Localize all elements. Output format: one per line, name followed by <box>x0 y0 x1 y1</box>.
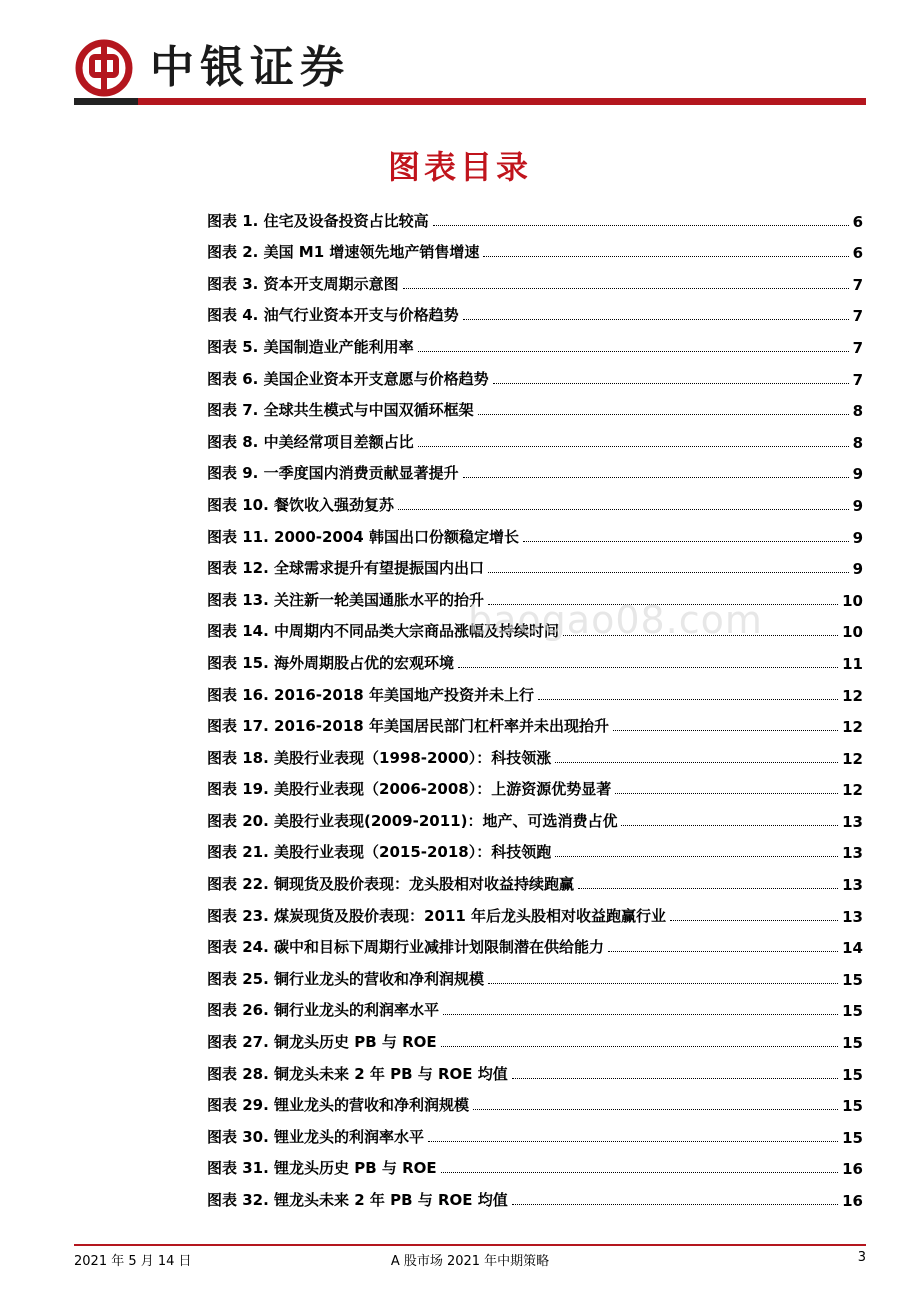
toc-entry-page[interactable]: 15 <box>842 1128 863 1147</box>
table-of-figures <box>207 199 863 1210</box>
footer-title: A 股市场 2021 年中期策略 <box>390 1254 550 1269</box>
toc-entry[interactable] <box>207 1052 863 1084</box>
toc-entry[interactable] <box>207 1020 863 1052</box>
header-rule-dark <box>74 98 138 105</box>
toc-dot-leader <box>478 414 849 415</box>
toc-entry-label[interactable]: 图表 21. 美股行业表现（2015-2018）：科技领跑 <box>207 843 552 862</box>
toc-entry-page[interactable]: 12 <box>842 749 863 768</box>
toc-dot-leader <box>621 825 838 826</box>
toc-entry[interactable] <box>207 957 863 989</box>
footer-date: 2021 年 5 月 14 日 <box>74 1254 192 1269</box>
toc-dot-leader <box>398 509 849 510</box>
toc-entry-page[interactable]: 15 <box>842 1065 863 1084</box>
toc-entry-label[interactable]: 图表 9. 一季度国内消费贡献显著提升 <box>207 464 459 483</box>
toc-entry[interactable] <box>207 894 863 926</box>
toc-entry-label[interactable]: 图表 29. 锂业龙头的营收和净利润规模 <box>207 1096 470 1115</box>
toc-dot-leader <box>512 1078 838 1079</box>
footer-page-number: 3 <box>857 1250 866 1265</box>
toc-entry-label[interactable]: 图表 32. 锂龙头未来 2 年 PB 与 ROE 均值 <box>207 1191 508 1209</box>
toc-dot-leader <box>458 667 838 668</box>
toc-dot-leader <box>538 699 838 700</box>
toc-entry-page[interactable]: 13 <box>842 876 863 895</box>
toc-entry-page[interactable]: 12 <box>842 781 863 800</box>
toc-dot-leader <box>418 351 849 352</box>
toc-entry-page[interactable]: 6 <box>852 212 863 231</box>
toc-entry[interactable] <box>207 1115 863 1147</box>
toc-entry[interactable] <box>207 420 863 452</box>
toc-entry-label[interactable]: 图表 30. 锂业龙头的利润率水平 <box>207 1127 425 1146</box>
toc-entry-page[interactable]: 8 <box>852 433 863 452</box>
toc-entry-page[interactable]: 11 <box>842 654 863 673</box>
toc-entry[interactable] <box>207 831 863 863</box>
toc-dot-leader <box>488 572 849 573</box>
toc-entry[interactable] <box>207 231 863 263</box>
toc-entry-label[interactable]: 图表 28. 铜龙头未来 2 年 PB 与 ROE 均值 <box>207 1064 508 1083</box>
toc-entry-page[interactable]: 6 <box>852 244 863 263</box>
toc-dot-leader <box>441 1046 838 1047</box>
toc-dot-leader <box>608 951 838 952</box>
toc-dot-leader <box>428 1141 838 1142</box>
toc-entry-label[interactable]: 图表 17. 2016-2018 年美国居民部门杠杆率并未出现抬升 <box>207 717 609 736</box>
toc-dot-leader <box>488 983 838 984</box>
toc-entry-label[interactable]: 图表 20. 美股行业表现(2009-2011)：地产、可选消费占优 <box>207 811 618 830</box>
toc-dot-leader <box>418 446 849 447</box>
toc-entry[interactable] <box>207 325 863 357</box>
toc-entry-page[interactable]: 16 <box>842 1192 863 1210</box>
toc-entry-label[interactable]: 图表 16. 2016-2018 年美国地产投资并未上行 <box>207 685 534 704</box>
toc-entry-page[interactable]: 7 <box>852 370 863 389</box>
toc-dot-leader <box>555 762 838 763</box>
toc-entry-page[interactable]: 13 <box>842 812 863 831</box>
toc-dot-leader <box>473 1109 838 1110</box>
page-footer <box>74 1250 866 1270</box>
toc-entry[interactable] <box>207 199 863 231</box>
page-title: 图表目录 <box>387 148 532 186</box>
toc-entry-label[interactable]: 图表 23. 煤炭现货及股价表现：2011 年后龙头股相对收益跑赢行业 <box>207 906 666 925</box>
toc-entry-page[interactable]: 15 <box>842 970 863 989</box>
toc-entry-label[interactable]: 图表 31. 锂龙头历史 PB 与 ROE <box>207 1159 437 1178</box>
toc-entry-label[interactable]: 图表 27. 铜龙头历史 PB 与 ROE <box>207 1033 437 1052</box>
toc-dot-leader <box>441 1172 838 1173</box>
toc-entry[interactable] <box>207 452 863 484</box>
toc-dot-leader <box>523 541 849 542</box>
toc-entry-page[interactable]: 7 <box>852 338 863 357</box>
toc-entry[interactable] <box>207 673 863 705</box>
toc-entry-label[interactable]: 图表 18. 美股行业表现（1998-2000）：科技领涨 <box>207 748 552 767</box>
toc-entry[interactable] <box>207 641 863 673</box>
toc-entry[interactable] <box>207 515 863 547</box>
toc-entry-label[interactable]: 图表 15. 海外周期股占优的宏观环境 <box>207 653 455 672</box>
toc-entry[interactable] <box>207 262 863 294</box>
toc-entry-label[interactable]: 图表 19. 美股行业表现（2006-2008）：上游资源优势显著 <box>207 780 612 799</box>
toc-dot-leader <box>578 888 838 889</box>
toc-dot-leader <box>443 1014 838 1015</box>
toc-entry-label[interactable]: 图表 26. 铜行业龙头的利润率水平 <box>207 1001 440 1020</box>
toc-dot-leader <box>670 920 838 921</box>
toc-entry-label[interactable]: 图表 22. 铜现货及股价表现：龙头股相对收益持续跑赢 <box>207 875 575 894</box>
toc-entry-page[interactable]: 15 <box>842 1002 863 1021</box>
toc-entry-label[interactable]: 图表 5. 美国制造业产能利用率 <box>207 337 414 356</box>
toc-entry-page[interactable]: 14 <box>842 939 863 958</box>
toc-entry-page[interactable]: 7 <box>852 307 863 326</box>
toc-dot-leader <box>433 225 849 226</box>
toc-entry-label[interactable]: 图表 12. 全球需求提升有望提振国内出口 <box>207 559 485 578</box>
toc-entry-label[interactable]: 图表 6. 美国企业资本开支意愿与价格趋势 <box>207 369 489 388</box>
toc-entry-label[interactable]: 图表 1. 住宅及设备投资占比较高 <box>207 211 429 230</box>
watermark: baogao08.com <box>468 598 763 642</box>
toc-entry-page[interactable]: 10 <box>842 623 863 642</box>
toc-entry[interactable] <box>207 1178 863 1210</box>
toc-entry-label[interactable]: 图表 24. 碳中和目标下周期行业减排计划限制潜在供给能力 <box>207 938 605 957</box>
toc-entry[interactable] <box>207 862 863 894</box>
toc-entry-page[interactable]: 9 <box>852 560 863 579</box>
toc-entry[interactable] <box>207 736 863 768</box>
toc-entry-label[interactable]: 图表 14. 中周期内不同品类大宗商品涨幅及持续时间 <box>207 622 560 641</box>
toc-entry-label[interactable]: 图表 13. 关注新一轮美国通胀水平的抬升 <box>207 590 485 609</box>
toc-entry-label[interactable]: 图表 8. 中美经常项目差额占比 <box>207 432 414 451</box>
toc-entry-label[interactable]: 图表 3. 资本开支周期示意图 <box>207 274 399 293</box>
toc-entry[interactable] <box>207 547 863 579</box>
toc-dot-leader <box>613 730 838 731</box>
toc-entry-page[interactable]: 9 <box>852 528 863 547</box>
toc-dot-leader <box>512 1204 838 1205</box>
toc-dot-leader <box>463 319 849 320</box>
toc-entry-page[interactable]: 9 <box>852 496 863 515</box>
toc-entry-page[interactable]: 7 <box>852 275 863 294</box>
toc-entry-page[interactable]: 13 <box>842 907 863 926</box>
toc-entry[interactable] <box>207 768 863 800</box>
toc-entry-label[interactable]: 图表 10. 餐饮收入强劲复苏 <box>207 495 395 514</box>
toc-dot-leader <box>403 288 849 289</box>
toc-entry[interactable] <box>207 799 863 831</box>
toc-entry[interactable] <box>207 483 863 515</box>
toc-entry[interactable] <box>207 989 863 1021</box>
header-rule <box>138 98 866 105</box>
page-header <box>0 0 920 110</box>
toc-entry[interactable] <box>207 294 863 326</box>
toc-entry-label[interactable]: 图表 4. 油气行业资本开支与价格趋势 <box>207 306 459 325</box>
toc-entry-page[interactable]: 15 <box>842 1034 863 1053</box>
toc-entry-page[interactable]: 8 <box>852 402 863 421</box>
toc-entry-page[interactable]: 16 <box>842 1160 863 1179</box>
toc-entry[interactable] <box>207 389 863 421</box>
toc-entry-page[interactable]: 10 <box>842 591 863 610</box>
toc-entry[interactable] <box>207 1147 863 1179</box>
footer-rule <box>74 1244 866 1246</box>
toc-entry-page[interactable]: 13 <box>842 844 863 863</box>
toc-dot-leader <box>493 383 849 384</box>
bank-of-china-logo-icon <box>74 38 134 98</box>
toc-entry-page[interactable]: 9 <box>852 465 863 484</box>
toc-entry-label[interactable]: 图表 2. 美国 M1 增速领先地产销售增速 <box>207 243 480 262</box>
toc-entry[interactable] <box>207 705 863 737</box>
toc-dot-leader <box>483 256 848 257</box>
toc-dot-leader <box>615 793 838 794</box>
toc-entry-label[interactable]: 图表 25. 铜行业龙头的营收和净利润规模 <box>207 969 485 988</box>
toc-entry-page[interactable]: 15 <box>842 1097 863 1116</box>
toc-dot-leader <box>463 477 849 478</box>
toc-dot-leader <box>555 856 838 857</box>
toc-entry-page[interactable]: 12 <box>842 718 863 737</box>
toc-entry-page[interactable]: 12 <box>842 686 863 705</box>
toc-entry[interactable] <box>207 1084 863 1116</box>
toc-entry[interactable] <box>207 926 863 958</box>
brand-name: 中银证券 <box>150 42 350 93</box>
toc-entry[interactable] <box>207 357 863 389</box>
toc-entry-label[interactable]: 图表 7. 全球共生模式与中国双循环框架 <box>207 401 474 420</box>
toc-entry-label[interactable]: 图表 11. 2000-2004 韩国出口份额稳定增长 <box>207 527 519 546</box>
